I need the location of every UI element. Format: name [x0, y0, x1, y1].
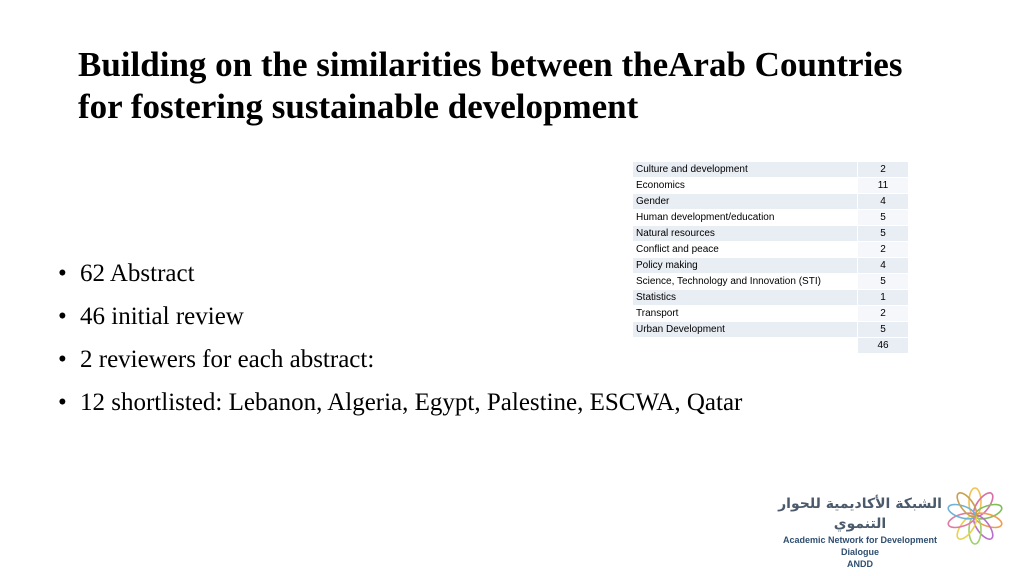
count-cell: 5 — [858, 322, 909, 338]
andd-logo — [775, 482, 1007, 569]
topics-table — [632, 161, 909, 354]
total-label-cell — [633, 338, 858, 354]
table-row — [633, 194, 909, 210]
table-row — [633, 306, 909, 322]
count-cell: 11 — [858, 178, 909, 194]
table-row — [633, 178, 909, 194]
table-row — [633, 258, 909, 274]
table-row — [633, 322, 909, 338]
slide-title-line-2: for fostering sustainable development — [78, 87, 639, 126]
table-row — [633, 226, 909, 242]
topic-cell: Urban Development — [633, 322, 858, 338]
count-cell: 4 — [858, 194, 909, 210]
topic-cell: Policy making — [633, 258, 858, 274]
topic-cell: Conflict and peace — [633, 242, 858, 258]
logo-arabic-name: الشبكة الأكاديمية للحوار التنموي — [778, 496, 942, 532]
table-total-row — [633, 338, 909, 354]
bullet-item: • 46 initial review — [58, 295, 742, 338]
topic-cell: Economics — [633, 178, 858, 194]
bullet-item: • 2 reviewers for each abstract: — [58, 338, 742, 381]
count-cell: 2 — [858, 306, 909, 322]
topic-cell: Transport — [633, 306, 858, 322]
total-count-cell: 46 — [858, 338, 909, 354]
topic-cell: Natural resources — [633, 226, 858, 242]
logo-text — [775, 482, 945, 570]
topic-cell: Statistics — [633, 290, 858, 306]
slide-title — [78, 44, 1008, 128]
topic-cell: Culture and development — [633, 162, 858, 178]
topic-cell: Human development/education — [633, 210, 858, 226]
table-row — [633, 210, 909, 226]
logo-abbreviation: ANDD — [847, 559, 873, 569]
topic-cell: Science, Technology and Innovation (STI) — [633, 274, 858, 290]
count-cell: 5 — [858, 274, 909, 290]
count-cell: 5 — [858, 210, 909, 226]
count-cell: 4 — [858, 258, 909, 274]
topic-cell: Gender — [633, 194, 858, 210]
count-cell: 1 — [858, 290, 909, 306]
table-row — [633, 162, 909, 178]
count-cell: 2 — [858, 162, 909, 178]
logo-english-name: Academic Network for Development Dialogue — [782, 535, 938, 557]
bullet-item: • 12 shortlisted: Lebanon, Algeria, Egypt, Palestine, ESCWA, Qatar — [58, 381, 742, 424]
andd-flower-icon — [943, 482, 1007, 550]
table-row — [633, 274, 909, 290]
count-cell: 2 — [858, 242, 909, 258]
bullet-item: • 62 Abstract — [58, 252, 742, 295]
count-cell: 5 — [858, 226, 909, 242]
table-row — [633, 290, 909, 306]
slide-title-line-1: Building on the similarities between theArab Countries — [78, 45, 903, 84]
table-row — [633, 242, 909, 258]
